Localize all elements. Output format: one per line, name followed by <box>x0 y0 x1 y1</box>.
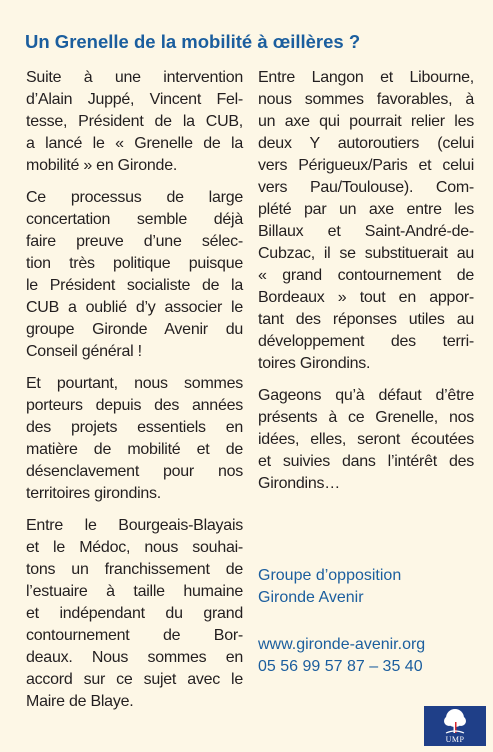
text-line: désenclavement pour nos <box>26 463 243 480</box>
signature-contact <box>258 634 478 678</box>
text-line: développement des terri- <box>258 333 474 350</box>
text-line: deaux. Nous sommes en <box>26 649 243 666</box>
text-line: Et pourtant, nous sommes <box>26 375 243 392</box>
text-line: et indépendant du grand <box>26 605 243 622</box>
text-line: tion très politique puisque <box>26 255 243 272</box>
text-line: Gageons qu’à défaut d’être <box>258 387 474 404</box>
text-line: d’Alain Juppé, Vincent Fel- <box>26 91 243 108</box>
text-line: Cubzac, il se substituerait au <box>258 245 474 262</box>
text-line: accord sur ce sujet avec le <box>26 671 243 688</box>
paragraph <box>258 67 474 375</box>
text-line: deux Y autoroutiers (celui <box>258 135 474 152</box>
paragraph <box>26 187 243 363</box>
paragraph <box>26 67 243 177</box>
text-line: toires Girondins. <box>258 355 371 372</box>
text-line: porteurs depuis des années <box>26 397 243 414</box>
text-line: faire preuve d’une sélec- <box>26 233 243 250</box>
text-line: Suite à une intervention <box>26 69 243 86</box>
left-column <box>26 67 243 723</box>
text-line: idées, elles, seront écoutées <box>258 431 474 448</box>
text-line: tant des réponses utiles au <box>258 311 474 328</box>
logo-text: UMP <box>445 735 465 744</box>
right-column <box>258 67 474 505</box>
text-line: Entre le Bourgeais-Blayais <box>26 517 243 534</box>
text-line: Conseil général ! <box>26 343 142 360</box>
text-line: vers Périgueux/Paris et celui <box>258 157 474 174</box>
text-line: le Président socialiste de la <box>26 277 243 294</box>
text-line: tesse, Président de la CUB, <box>26 113 243 130</box>
group-name-line: Gironde Avenir <box>258 589 364 606</box>
text-line: contournement de Bor- <box>26 627 243 644</box>
ump-logo <box>424 706 486 746</box>
text-line: et le Médoc, nous souhai- <box>26 539 243 556</box>
text-line: vers Pau/Toulouse). Com- <box>258 179 474 196</box>
text-line: nous sommes favorables, à <box>258 91 474 108</box>
paragraph <box>26 515 243 713</box>
text-line: tons un franchissement de <box>26 561 243 578</box>
paragraph <box>26 373 243 505</box>
text-line: Entre Langon et Libourne, <box>258 69 474 86</box>
text-line: a lancé le « Grenelle de la <box>26 135 243 152</box>
article-title: Un Grenelle de la mobilité à œillères ? <box>25 31 361 52</box>
tree-logo-icon <box>424 706 486 736</box>
text-line: présents à ce Grenelle, nos <box>258 409 474 426</box>
text-line: Billaux et Saint-André-de- <box>258 223 474 240</box>
text-line: l’estuaire à taille humaine <box>26 583 243 600</box>
text-line: Girondins… <box>258 475 340 492</box>
text-line: un axe qui pourrait relier les <box>258 113 474 130</box>
text-line: Ce processus de large <box>26 189 243 206</box>
phone-number: 05 56 99 57 87 – 35 40 <box>258 658 423 675</box>
text-line: concertation semble déjà <box>26 211 243 228</box>
text-line: « grand contournement de <box>258 267 474 284</box>
text-line: et suivies dans l’intérêt des <box>258 453 474 470</box>
text-line: groupe Gironde Avenir du <box>26 321 243 338</box>
website-link[interactable]: www.gironde-avenir.org <box>258 636 426 653</box>
text-line: CUB a oublié d’y associer le <box>26 299 243 316</box>
text-line: plété par un axe entre les <box>258 201 474 218</box>
text-line: Maire de Blaye. <box>26 693 134 710</box>
signature-group <box>258 565 478 609</box>
group-name-line: Groupe d’opposition <box>258 567 402 584</box>
text-line: Bordeaux » tout en appor- <box>258 289 474 306</box>
paragraph <box>258 385 474 495</box>
text-line: territoires girondins. <box>26 485 161 502</box>
text-line: des projets essentiels en <box>26 419 243 436</box>
text-line: mobilité » en Gironde. <box>26 157 178 174</box>
text-line: matière de mobilité et de <box>26 441 243 458</box>
